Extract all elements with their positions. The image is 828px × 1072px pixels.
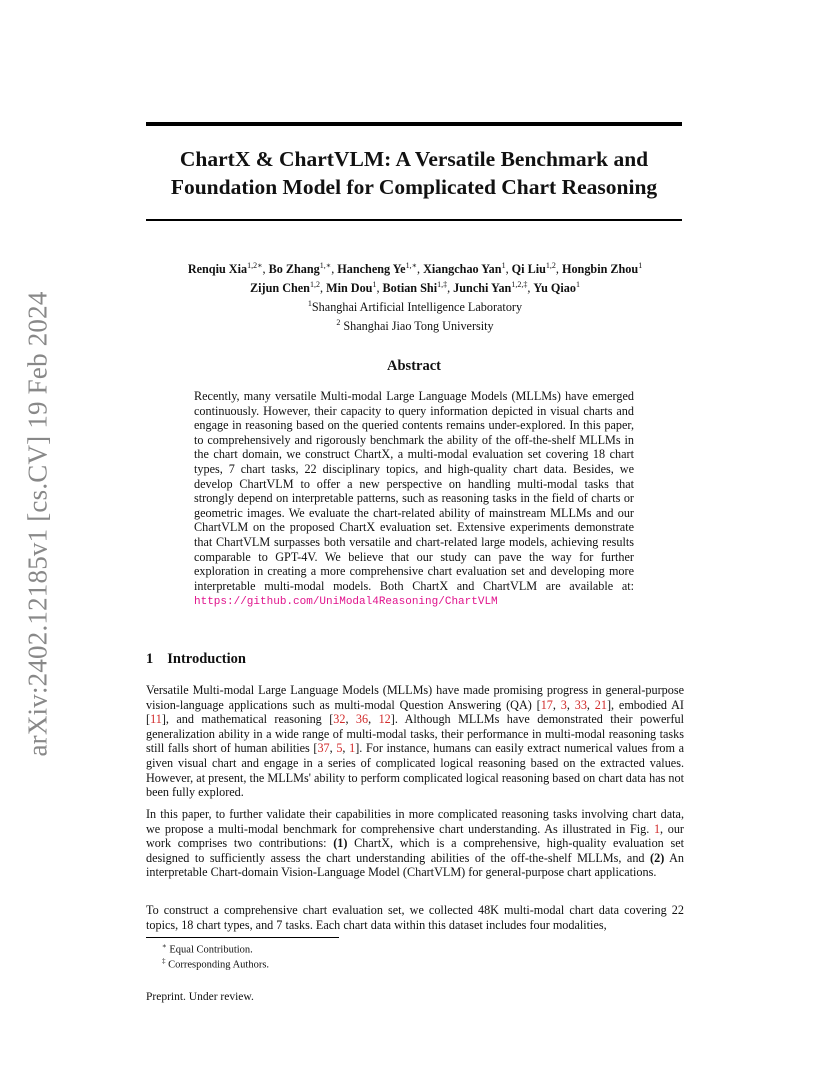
text-run: ChartX, which is a comprehensive, high-quality evaluation set designed to sufficiently assess the chart understanding abilities of the off-the-shelf MLLMs, and [146, 836, 684, 865]
citation-link[interactable]: 32 [333, 712, 346, 727]
author-name: Bo Zhang [268, 262, 320, 277]
author-sup: 1,2∗ [247, 261, 263, 270]
author-block [120, 258, 710, 334]
bold-marker: (1) [333, 836, 348, 851]
author-sup: 1 [372, 280, 377, 290]
text-run: ], and mathematical reasoning [ [161, 712, 334, 727]
title-line-1: ChartX & ChartVLM: A Versatile Benchmark and [179, 147, 649, 171]
abstract-text: Recently, many versatile Multi-modal Large Language Models (MLLMs) have emerged continuously. However, their capacity to query information depicted in visual charts and engage in reasoning based on the queried contents remains under-explored. In this paper, to comprehensively and rigorously benchmark the ability of the off-the-shelf MLLMs in the chart domain, we construct ChartX, a multi-modal evaluation set covering 18 chart types, 7 chart tasks, 22 disciplinary topics, and high-quality chart data. Besides, we develop ChartVLM to offer a new perspective on handling multi-modal tasks that strongly depend on interpretable patterns, such as reasoning tasks in the field of charts or geometric images. We evaluate the chart-related ability of mainstream MLLMs and our ChartVLM on the proposed ChartX evaluation set. Extensive experiments demonstrate that ChartVLM surpasses both versatile and chart-related large models, achieving results comparable to GPT-4V. We believe that our study can pave the way for further exploration in creating a more comprehensive chart evaluation set and developing more interpretable multi-modal models. Both ChartX and ChartVLM are available at: [194, 389, 634, 593]
author-name: Zijun Chen [250, 281, 310, 296]
author-name: Junchi Yan [453, 281, 512, 296]
author-sup: 1,2 [545, 261, 556, 270]
footnote-text: Corresponding Authors. [165, 959, 270, 971]
text-run: ]. Although MLLMs have demonstrated their powerful generalization ability in a wide range of multi-modal tasks, their performance in multi-modal reasoning tasks still falls short of human abilities [ [146, 712, 685, 756]
preprint-notice: Preprint. Under review. [146, 991, 254, 1003]
arxiv-sidebar [0, 0, 80, 1072]
section-title: Introduction [167, 651, 246, 667]
intro-paragraph-1: Versatile Multi-modal Large Language Models (MLLMs) have made promising progress in general-purpose vision-language applications such as multi-modal Question Answering (QA) [17, 3, 33, 21], embodied AI [11], and mathematical reasoning [32, 36, 12]. Although MLLMs have demonstrated their powerful generalization ability in a wide range of multi-modal tasks, their performance in multi-modal reasoning tasks still falls short of human abilities [37, 5, 1]. For instance, humans can easily extract numerical values from a given visual chart and engage in a series of complicated logical reasoning based on the extracted values. However, at present, the MLLMs' ability to perform complicated logical reasoning based on chart data has not been fully explored. [146, 683, 685, 800]
intro-paragraph-3: To construct a comprehensive chart evaluation set, we collected 48K multi-modal chart data covering 22 topics, 18 chart types, and 7 tasks. Each chart data within this dataset includes four modalities, [146, 903, 684, 932]
citation-link[interactable]: 12 [378, 712, 391, 727]
author-line-1: Renqiu Xia$^{1,2∗}$, Bo Zhang$^{1,∗}$, Hancheng $Ye^{1,∗}$, Xiangchao Yan$^1$, Qi Liu$^{1,2}$, Hongbin Zhou$^1$ [187, 261, 643, 277]
author-sup: 1,‡ [437, 280, 448, 290]
footnote-mark: ∗ [162, 942, 167, 950]
citation-link[interactable]: 21 [594, 697, 607, 712]
bold-marker: (2) [650, 850, 665, 865]
author-sup: 1 [501, 261, 506, 270]
affiliation-text: Shanghai Artificial Intelligence Laboratory [311, 300, 523, 315]
citation-link[interactable]: 33 [574, 697, 587, 712]
author-sup: 1 [638, 261, 643, 270]
citation-link[interactable]: 3 [560, 697, 567, 712]
text-run: Versatile Multi-modal Large Language Models (MLLMs) have made promising progress in general-purpose vision-language applications such as multi-modal Question Answering (QA) [ [146, 683, 684, 712]
author-sup: 1,∗ [319, 261, 332, 270]
author-name: Xiangchao Yan [423, 262, 502, 277]
author-name: Qi Liu [511, 262, 546, 277]
author-sup: 1,2 [309, 280, 320, 290]
paper-title [146, 145, 682, 201]
arxiv-identifier: arXiv:2402.12185v1 [cs.CV] 19 Feb 2024 [22, 291, 53, 757]
text-run: ], embodied AI [ [146, 697, 684, 727]
affiliation-sup: 1 [307, 299, 312, 309]
author-name: Hongbin Zhou [561, 262, 639, 277]
author-sup: 1,∗ [405, 261, 418, 270]
intro-paragraph-2 [146, 807, 684, 880]
author-line-2: Zijun Chen$^{1,2}$, Min Dou$^1$, Botian Shi$^{1,\ddagger}$, Junchi Yan$^{1,2,\ddagger}$, Yu Qiao$^1$ [250, 280, 580, 296]
citation-link[interactable]: 5 [336, 741, 343, 756]
text-run: In this paper, to further validate their capabilities in more complicated reasoning tasks involving chart data, we propose a multi-modal benchmark for comprehensive chart understanding. As illustrated in Fig. [146, 807, 684, 836]
author-name: Yu Qiao [533, 281, 576, 296]
author-name: Hancheng Ye [337, 262, 406, 277]
footnote-text: Equal Contribution. [166, 944, 253, 956]
title-line-2: Foundation Model for Complicated Chart Reasoning [170, 175, 658, 199]
author-name: Renqiu Xia [187, 262, 248, 277]
affiliation-text: Shanghai Jiao Tong University [340, 319, 494, 334]
footnote-rule [146, 937, 339, 938]
author-name: Botian Shi [382, 281, 438, 296]
footnote-corresponding-authors [162, 955, 269, 972]
title-bottom-rule [146, 219, 682, 221]
author-sup: 1 [575, 280, 580, 290]
citation-link[interactable]: 37 [317, 741, 330, 756]
section-heading-introduction [146, 651, 246, 668]
text-run: An interpretable Chart-domain Vision-Language Model (ChartVLM) for general-purpose chart applications. [146, 850, 684, 880]
affiliation-1 [120, 296, 710, 315]
footnote-mark: ‡ [162, 957, 166, 965]
affiliation-2 [120, 315, 710, 334]
affiliation-sup: 2 [336, 318, 341, 328]
title-top-rule [146, 122, 682, 126]
github-link[interactable]: https://github.com/UniModal4Reasoning/ChartVLM [194, 596, 498, 609]
text-run: ]. For instance, humans can easily extract numerical values from a given visual chart and engage in a series of complicated logical reasoning based on the extracted values. However, at present, the MLLMs' ability to perform complicated logical reasoning based on chart data has not been fully explored. [146, 741, 684, 800]
citation-link[interactable]: 11 [150, 712, 162, 727]
citation-link[interactable]: 17 [540, 697, 553, 712]
citation-link[interactable]: 36 [355, 712, 369, 727]
section-number: 1 [146, 651, 154, 667]
text-run: , our work comprises two contributions: [146, 821, 684, 851]
author-sup: 1,2,‡ [511, 280, 528, 290]
abstract-body [194, 389, 634, 610]
citation-link[interactable]: 1 [349, 741, 356, 756]
author-name: Min Dou [326, 281, 373, 296]
figure-link[interactable]: 1 [653, 821, 661, 836]
abstract-heading: Abstract [387, 358, 441, 374]
